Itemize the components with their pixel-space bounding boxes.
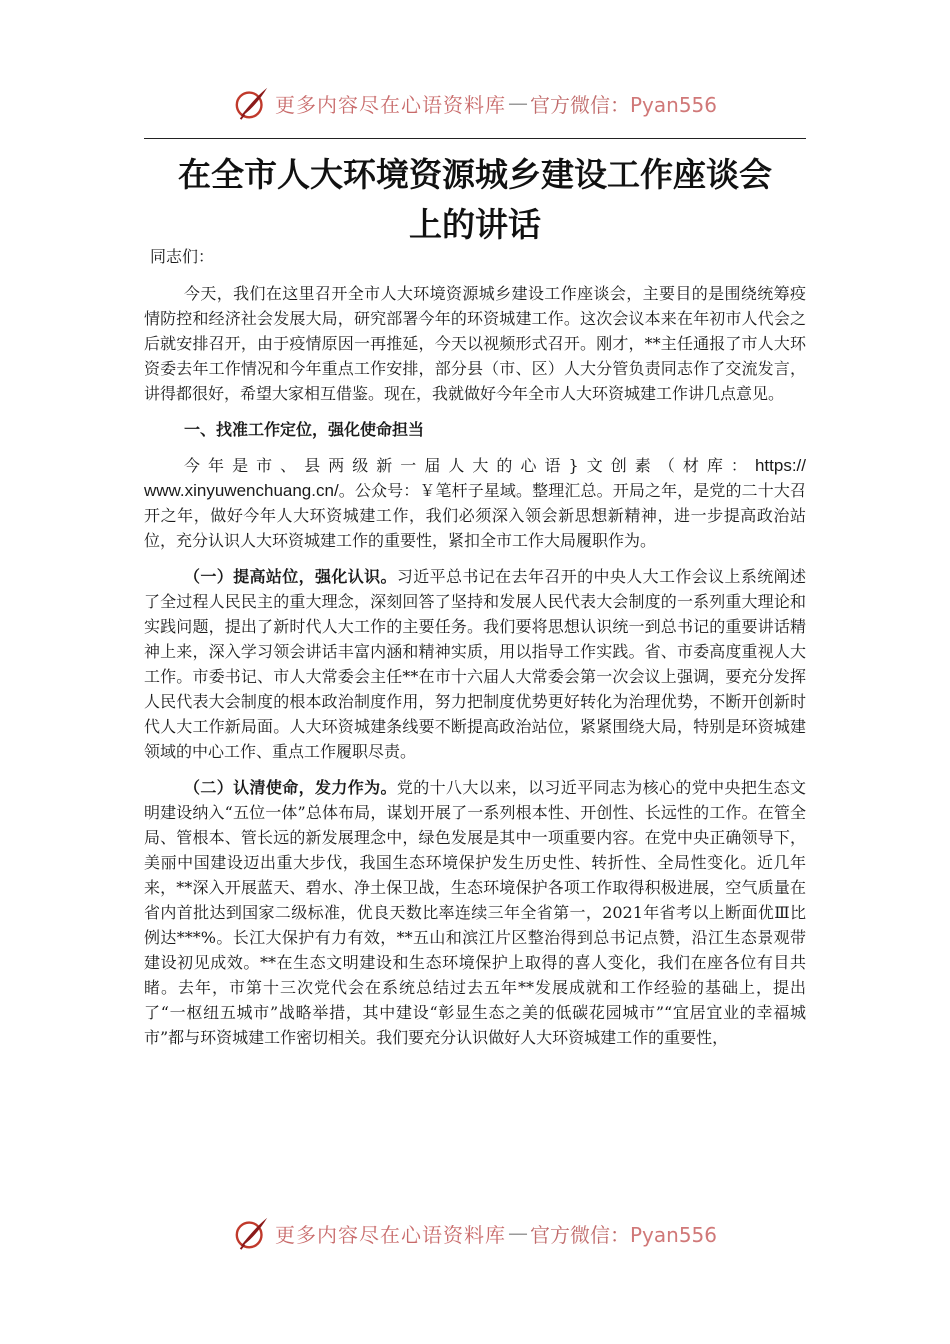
subsection-1-text: 习近平总书记在去年召开的中央人大工作会议上系统阐述了全过程人民民主的重大理念，深刻回答了坚持和发展人民代表大会制度的一系列重大理论和实践问题，提出了新时代人大工作的主要任务。我们要将思想认识统一到总书记的重要讲话精神上来，深入学习领会讲话丰富内涵和精神实质，用以指导工作实践。省、市委高度重视人大工作。市委书记、市人大常委会主任**在市十六届人大常委会第一次会议上强调，要充分发挥人民代表大会制度的根本政治制度作用，努力把制度优势更好转化为治理优势，不断开创新时代人大工作新局面。人大环资城建条线要不断提高政治站位，紧紧围绕大局，特别是环资城建领域的中心工作、重点工作履职尽责。 xyxy=(144,567,806,761)
banner-dash: — xyxy=(507,91,528,115)
header-watermark-banner xyxy=(0,80,950,126)
spaced-text: 今年是市、县两级新一届人大的心语}文创素（材库： xyxy=(184,456,755,475)
footer-banner-wechat-id: Pyan556 xyxy=(629,1222,717,1247)
subsection-2-lead: （二）认清使命，发力作为。 xyxy=(184,778,397,797)
paragraph-intro: 今天，我们在这里召开全市人大环境资源城乡建设工作座谈会，主要目的是围绕统筹疫情防控和经济社会发展大局，研究部署今年的环资城建工作。这次会议本来在年初市人代会之后就安排召开，由于疫情原因一再推延，今天以视频形式召开。刚才，**主任通报了市人大环资委去年工作情况和今年重点工作安排，部分县（市、区）人大分管负责同志作了交流发言，讲得都很好，希望大家相互借鉴。现在，我就做好今年全市人大环资城建工作讲几点意见。 xyxy=(144,284,806,403)
footer-banner-sub-text: 官方微信： xyxy=(529,1222,630,1247)
banner-sub-text: 官方微信： xyxy=(529,92,630,117)
document-title xyxy=(144,150,806,250)
source-url-part2: www.xinyuwenchuang.cn/ xyxy=(144,481,339,500)
subsection-1 xyxy=(144,564,806,764)
subsection-2 xyxy=(144,775,806,1050)
section-heading-1: 一、找准工作定位，强化使命担当 xyxy=(184,420,425,439)
banner-wechat-id: Pyan556 xyxy=(629,92,717,117)
paragraph-positioning xyxy=(144,453,806,553)
title-line-1: 在全市人大环境资源城乡建设工作座谈会 xyxy=(178,155,772,194)
greeting: 同志们： xyxy=(150,247,215,266)
footer-watermark-banner xyxy=(0,1210,950,1256)
header-divider xyxy=(144,138,806,139)
subsection-2-text: 党的十八大以来，以习近平同志为核心的党中央把生态文明建设纳入“五位一体”总体布局，谋划开展了一系列根本性、开创性、长远性的工作。在管全局、管根本、管长远的新发展理念中，绿色发展是其中一项重要内容。在党中央正确领导下，美丽中国建设迈出重大步伐，我国生态环境保护发生历史性、转折性、全局性变化。近几年来，**深入开展蓝天、碧水、净土保卫战，生态环境保护各项工作取得积极进展，空气质量在省内首批达到国家二级标准，优良天数比率连续三年全省第一，2021年省考以上断面优Ⅲ比例达***%。长江大保护有力有效，**五山和滨江片区整治得到总书记点赞，沿江生态景观带建设初见成效。**在生态文明建设和生态环境保护上取得的喜人变化，我们在座各位有目共睹。去年，市第十三次党代会在系统总结过去五年**发展成就和工作经验的基础上，提出了“一枢纽五城市”战略举措，其中建设“彰显生态之美的低碳花园城市”“宜居宜业的幸福城市”都与环资城建工作密切相关。我们要充分认识做好人大环资城建工作的重要性， xyxy=(144,778,806,1047)
document-body xyxy=(144,244,806,1061)
footer-banner-wechat-label xyxy=(530,1219,717,1248)
title-line-2: 上的讲话 xyxy=(409,205,541,244)
footer-banner-dash: — xyxy=(507,1221,528,1245)
quill-logo-icon xyxy=(233,84,271,122)
banner-main-text: 更多内容尽在心语资料库 xyxy=(274,92,506,117)
banner-wechat-label xyxy=(530,89,717,118)
subsection-1-lead: （一）提高站位，强化认识。 xyxy=(184,567,397,586)
footer-banner-main-text: 更多内容尽在心语资料库 xyxy=(274,1222,506,1247)
paragraph-positioning-rest: 。公众号：￥笔杆子星域。整理汇总。开局之年，是党的二十大召开之年，做好今年人大环资城建工作，我们必须深入领会新思想新精神，进一步提高政治站位，充分认识人大环资城建工作的重要性，紧扣全市工作大局履职作为。 xyxy=(144,481,806,550)
source-url-part1: https:// xyxy=(754,456,806,475)
quill-logo-icon xyxy=(233,1214,271,1252)
